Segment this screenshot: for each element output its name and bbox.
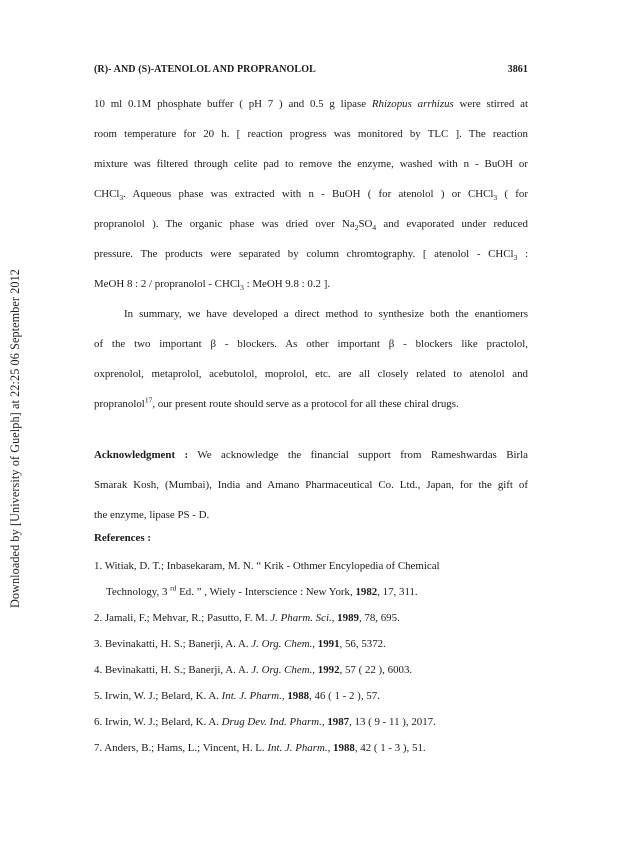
organism-name: Rhizopus arrhizus (371, 98, 454, 110)
paragraph-line: mixture was filtered through celite pad to remove the enzyme, washed with n - BuOH or (94, 158, 528, 170)
reference-item: 7. Anders, B.; Hams, L.; Vincent, H. L. Int. J. Pharm., 1988, 42 ( 1 - 3 ), 51. (94, 742, 426, 754)
paragraph-line: propranolol ). The organic phase was dried over $Na_2SO_4$ and evaporated under reduced (94, 218, 528, 233)
paragraph-line: pressure. The products were separated by column chromtography. [ atenolol - CHCl$_3$ : (94, 248, 528, 263)
acknowledgment-line: Smarak Kosh, (Mumbai), India and Amano Pharmaceutical Co. Ltd., Japan, for the gift of (94, 479, 528, 491)
citation-number: 17 (144, 395, 153, 405)
reference-item: 3. Bevinakatti, H. S.; Banerji, A. A. J. Org. Chem., 1991, 56, 5372. (94, 638, 386, 650)
running-title: (R)- AND (S)-ATENOLOL AND PROPRANOLOL (94, 64, 316, 75)
paragraph-line: room temperature for 20 h. [ reaction progress was monitored by TLC ]. The reaction (94, 128, 528, 140)
acknowledgment-label: Acknowledgment : (94, 449, 189, 461)
download-watermark (6, 232, 26, 644)
paragraph-line: of the two important β - blockers. As other important β - blockers like practolol, (94, 338, 528, 350)
acknowledgment-line: the enzyme, lipase PS - D. (94, 509, 210, 521)
references-heading: References : (94, 532, 151, 544)
paragraph-line: oxprenolol, metaprolol, acebutolol, moprolol, etc. are all closely related to atenolol and (94, 368, 528, 380)
download-watermark-text: Downloaded by [University of Guelph] at 22:25 06 September 2012 (8, 268, 23, 608)
running-header (94, 64, 528, 75)
page-number: 3861 (507, 64, 528, 75)
reference-item: 1. Witiak, D. T.; Inbasekaram, M. N. “ Krik - Othmer Encylopedia of Chemical (94, 560, 440, 572)
reference-item: 5. Irwin, W. J.; Belard, K. A. Int. J. Pharm., 1988, 46 ( 1 - 2 ), 57. (94, 690, 380, 702)
paragraph-line: propranolol$^{17}$, our present route should serve as a protocol for all these chiral drugs. (94, 395, 459, 410)
paragraph-line: MeOH 8 : 2 / propranolol - CHCl$_3$ : MeOH 9.8 : 0.2 ]. (94, 278, 331, 293)
paragraph-line: 10 ml 0.1M phosphate buffer ( pH 7 ) and 0.5 g lipase Rhizopus arrhizus were stirred at (94, 98, 528, 110)
reference-item: 4. Bevinakatti, H. S.; Banerji, A. A. J. Org. Chem., 1992, 57 ( 22 ), 6003. (94, 664, 413, 676)
acknowledgment-line: Acknowledgment : We acknowledge the financial support from Rameshwardas Birla (94, 449, 528, 461)
paragraph-line: In summary, we have developed a direct method to synthesize both the enantiomers (124, 308, 528, 320)
paragraph-line: CHCl$_3$. Aqueous phase was extracted with n - BuOH ( for atenolol ) or CHCl$_3$ ( for (94, 188, 528, 203)
reference-item-continued: Technology, 3 $^{rd}$ Ed. ” , Wiely - Interscience : New York, 1982, 17, 311. (106, 583, 418, 598)
reference-item: 6. Irwin, W. J.; Belard, K. A. Drug Dev. Ind. Pharm., 1987, 13 ( 9 - 11 ), 2017. (94, 716, 436, 728)
reference-item: 2. Jamali, F.; Mehvar, R.; Pasutto, F. M. J. Pharm. Sci., 1989, 78, 695. (94, 612, 400, 624)
